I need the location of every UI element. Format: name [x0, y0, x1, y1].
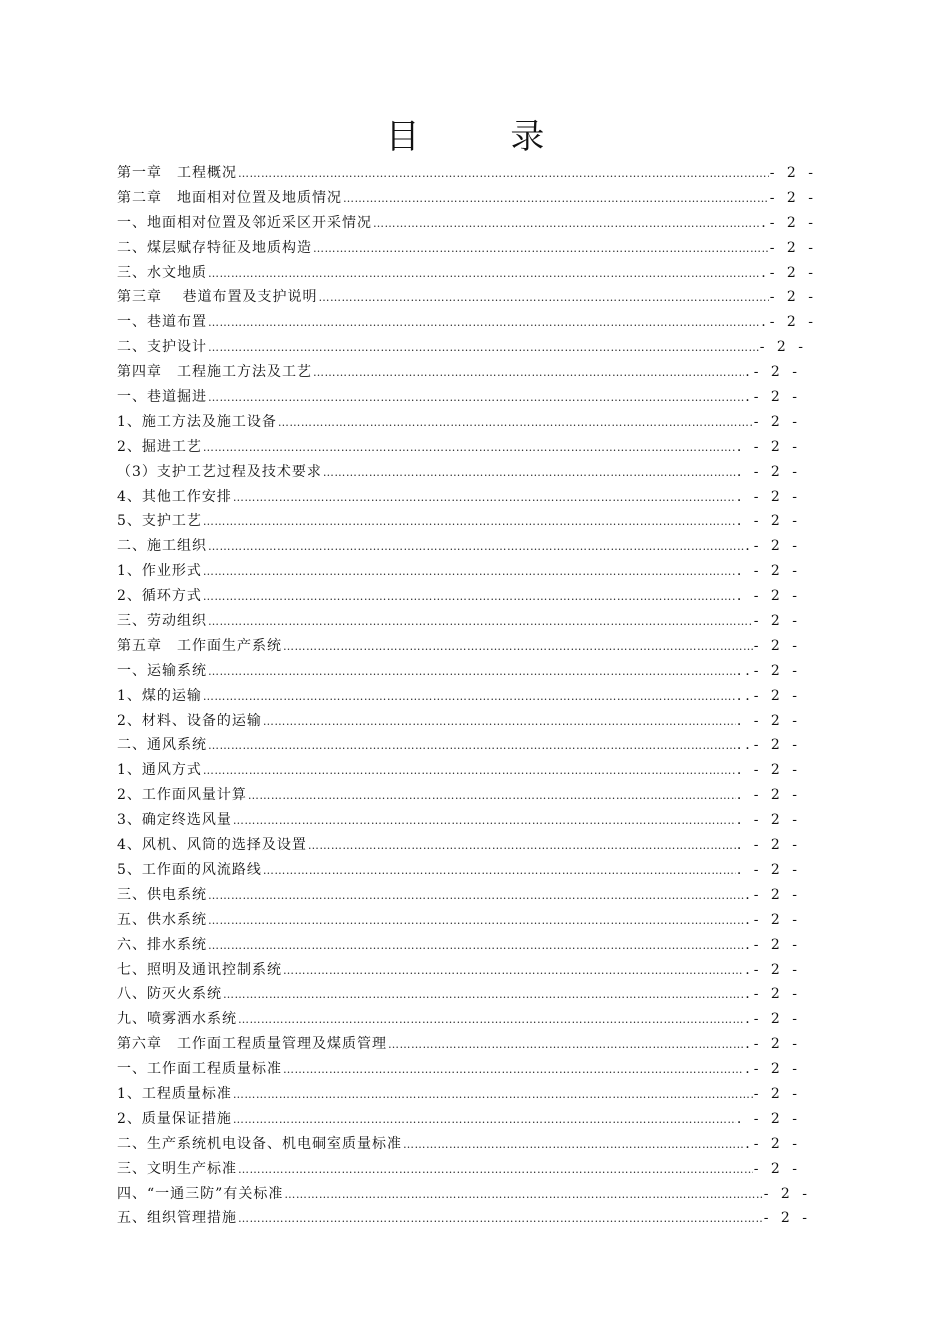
page-title: 目 录: [385, 117, 585, 157]
toc-entry-label: 一、运输系统: [117, 662, 207, 679]
toc-entry-label: 1、作业形式: [117, 563, 202, 580]
toc-page-number: .- 2 -: [745, 961, 801, 978]
toc-page-number: .- 2 -: [745, 1036, 801, 1053]
toc-entry[interactable]: [117, 460, 817, 485]
toc-entry[interactable]: [117, 709, 817, 734]
toc-entry[interactable]: [117, 310, 817, 335]
toc-entry[interactable]: [117, 385, 817, 410]
toc-entry-label: 二、生产系统机电设备、机电硐室质量标准: [117, 1135, 402, 1152]
toc-leader-dots: [238, 1207, 763, 1232]
toc-entry[interactable]: [117, 908, 817, 933]
toc-entry[interactable]: [117, 634, 817, 659]
toc-leader-dots: [238, 1158, 753, 1183]
toc-entry-label: 5、工作面的风流路线: [117, 861, 262, 878]
toc-entry[interactable]: [117, 609, 817, 634]
toc-page-number: - 2 -: [769, 165, 817, 181]
toc-leader-dots: [308, 834, 736, 859]
toc-page-number: . - 2 -: [736, 837, 801, 854]
toc-leader-dots: [203, 685, 736, 710]
toc-page-number: . - 2 -: [736, 438, 801, 455]
toc-page-number: .- 2 -: [745, 1135, 801, 1152]
toc-page-number: - 2 -: [763, 1210, 811, 1227]
toc-entry[interactable]: [117, 733, 817, 758]
toc-entry-label: 1、工程质量标准: [117, 1085, 232, 1102]
toc-entry[interactable]: [117, 584, 817, 609]
toc-entry[interactable]: [117, 360, 817, 385]
toc-page-number: - 2 -: [769, 189, 817, 206]
toc-page-number: . - 2 -: [736, 1110, 801, 1127]
toc-entry[interactable]: [117, 1107, 817, 1132]
toc-entry-label: 二、支护设计: [117, 339, 207, 356]
toc-entry-label: 第三章 巷道布置及支护说明: [117, 289, 318, 306]
toc-entry[interactable]: [117, 883, 817, 908]
toc-leader-dots: [318, 286, 768, 311]
toc-entry[interactable]: [117, 808, 817, 833]
toc-page-number: - 2 -: [769, 239, 817, 256]
toc-entry[interactable]: [117, 534, 817, 559]
toc-page-number: . - 2 -: [736, 463, 801, 480]
toc-page-number: - 2 -: [753, 413, 801, 430]
toc-entry[interactable]: [117, 1057, 817, 1082]
toc-page-number: - 2 -: [759, 339, 807, 356]
toc-entry[interactable]: [117, 1082, 817, 1107]
toc-entry-label: 4、风机、风筒的选择及设置: [117, 837, 307, 854]
toc-leader-dots: [278, 411, 753, 436]
toc-page-number: ..- 2 -: [736, 662, 801, 679]
toc-leader-dots: [208, 909, 744, 934]
toc-leader-dots: [208, 535, 744, 560]
toc-entry-label: 4、其他工作安排: [117, 488, 232, 505]
toc-entry-label: 三、文明生产标准: [117, 1160, 237, 1177]
toc-page-number: .- 2 -: [761, 214, 817, 231]
toc-leader-dots: [203, 436, 736, 461]
toc-leader-dots: [233, 809, 736, 834]
toc-entry-label: 一、地面相对位置及邻近采区开采情况: [117, 214, 372, 231]
toc-entry-label: 2、质量保证措施: [117, 1110, 232, 1127]
toc-entry-label: 5、支护工艺: [117, 513, 202, 530]
toc-entry-label: （3）支护工艺过程及技术要求: [117, 463, 322, 480]
toc-leader-dots: [283, 1058, 744, 1083]
table-of-contents: [117, 161, 817, 1231]
toc-entry[interactable]: [117, 285, 817, 310]
toc-entry-label: 五、供水系统: [117, 911, 207, 928]
toc-entry[interactable]: [117, 509, 817, 534]
toc-leader-dots: [373, 212, 760, 237]
toc-leader-dots: [208, 660, 736, 685]
toc-page-number: - 2 -: [753, 1085, 801, 1102]
toc-page-number: - 2 -: [753, 637, 801, 654]
toc-entry[interactable]: [117, 186, 817, 211]
toc-entry[interactable]: [117, 1206, 817, 1231]
toc-page-number: .- 2 -: [761, 264, 817, 281]
toc-entry[interactable]: [117, 261, 817, 286]
toc-page-number: . - 2 -: [736, 563, 801, 580]
toc-page-number: ..- 2 -: [736, 687, 801, 704]
toc-page-number: .- 2 -: [745, 389, 801, 406]
toc-entry-label: 第五章 工作面生产系统: [117, 637, 282, 654]
toc-leader-dots: [208, 311, 760, 336]
toc-page-number: .- 2 -: [745, 986, 801, 1003]
toc-entry-label: 2、循环方式: [117, 588, 202, 605]
toc-leader-dots: [238, 162, 769, 187]
toc-entry[interactable]: [117, 335, 817, 360]
toc-leader-dots: [203, 510, 736, 535]
toc-entry-label: 一、巷道掘进: [117, 389, 207, 406]
toc-leader-dots: [313, 237, 769, 262]
toc-entry-label: 2、掘进工艺: [117, 438, 202, 455]
toc-entry-label: 二、煤层赋存特征及地质构造: [117, 239, 312, 256]
toc-entry-label: 2、工作面风量计算: [117, 787, 247, 804]
toc-entry[interactable]: [117, 833, 817, 858]
toc-entry[interactable]: [117, 933, 817, 958]
toc-leader-dots: [343, 187, 769, 212]
toc-entry-label: 第二章 地面相对位置及地质情况: [117, 189, 342, 206]
toc-entry-label: 2、材料、设备的运输: [117, 712, 262, 729]
toc-leader-dots: [208, 610, 753, 635]
toc-entry-label: 第一章 工程概况: [117, 165, 237, 181]
toc-page-number: . - 2 -: [736, 513, 801, 530]
toc-leader-dots: [203, 759, 736, 784]
toc-page-number: .- 2 -: [745, 886, 801, 903]
toc-leader-dots: [263, 859, 736, 884]
toc-page-number: . - 2 -: [736, 488, 801, 505]
toc-entry-label: 1、煤的运输: [117, 687, 202, 704]
toc-leader-dots: [263, 710, 736, 735]
toc-leader-dots: [403, 1133, 744, 1158]
toc-leader-dots: [233, 1083, 753, 1108]
toc-page-number: - 2 -: [763, 1185, 811, 1202]
toc-page-number: ..- 2 -: [736, 737, 801, 754]
toc-page-number: .- 2 -: [745, 1011, 801, 1028]
toc-entry[interactable]: [117, 161, 817, 186]
toc-entry-label: 3、确定终选风量: [117, 812, 232, 829]
toc-entry-label: 1、通风方式: [117, 762, 202, 779]
toc-entry[interactable]: [117, 410, 817, 435]
toc-leader-dots: [208, 884, 744, 909]
toc-entry-label: 三、供电系统: [117, 886, 207, 903]
toc-entry-label: 八、防灭火系统: [117, 986, 222, 1003]
toc-entry-label: 九、喷雾洒水系统: [117, 1011, 237, 1028]
toc-leader-dots: [208, 262, 760, 287]
toc-page-number: .- 2 -: [745, 1061, 801, 1078]
toc-entry[interactable]: [117, 783, 817, 808]
toc-entry-label: 五、组织管理措施: [117, 1210, 237, 1227]
toc-entry[interactable]: [117, 236, 817, 261]
toc-leader-dots: [388, 1033, 744, 1058]
toc-entry[interactable]: [117, 1007, 817, 1032]
toc-page-number: . - 2 -: [736, 787, 801, 804]
toc-leader-dots: [313, 361, 744, 386]
toc-leader-dots: [248, 784, 736, 809]
toc-page-number: . - 2 -: [736, 812, 801, 829]
toc-page-number: - 2 -: [769, 289, 817, 306]
toc-leader-dots: [323, 461, 736, 486]
toc-page-number: .- 2 -: [745, 538, 801, 555]
toc-leader-dots: [208, 734, 736, 759]
toc-entry[interactable]: [117, 1132, 817, 1157]
toc-entry[interactable]: [117, 659, 817, 684]
toc-entry-label: 第四章 工程施工方法及工艺: [117, 364, 312, 381]
toc-leader-dots: [238, 1008, 744, 1033]
toc-leader-dots: [284, 1183, 762, 1208]
toc-entry-label: 六、排水系统: [117, 936, 207, 953]
toc-entry[interactable]: [117, 1032, 817, 1057]
toc-page-number: . - 2 -: [736, 588, 801, 605]
toc-page-number: .- 2 -: [745, 911, 801, 928]
toc-leader-dots: [208, 934, 744, 959]
toc-entry-label: 第六章 工作面工程质量管理及煤质管理: [117, 1036, 387, 1053]
toc-page-number: . - 2 -: [736, 762, 801, 779]
toc-entry-label: 四、“一通三防”有关标准: [117, 1185, 284, 1202]
toc-leader-dots: [223, 983, 744, 1008]
toc-entry-label: 1、施工方法及施工设备: [117, 413, 277, 430]
toc-page-number: . - 2 -: [736, 712, 801, 729]
toc-page-number: .- 2 -: [745, 936, 801, 953]
toc-page-number: - 2 -: [753, 1160, 801, 1177]
toc-leader-dots: [203, 585, 736, 610]
toc-entry-label: 三、水文地质: [117, 264, 207, 281]
toc-entry[interactable]: [117, 982, 817, 1007]
toc-entry-label: 七、照明及通讯控制系统: [117, 961, 282, 978]
toc-leader-dots: [208, 336, 759, 361]
toc-page-number: .- 2 -: [745, 364, 801, 381]
toc-entry[interactable]: [117, 1182, 817, 1207]
toc-page-number: .- 2 -: [761, 314, 817, 331]
toc-entry-label: 二、通风系统: [117, 737, 207, 754]
toc-entry[interactable]: [117, 858, 817, 883]
toc-entry[interactable]: [117, 958, 817, 983]
toc-entry[interactable]: [117, 758, 817, 783]
toc-entry[interactable]: [117, 435, 817, 460]
toc-leader-dots: [283, 959, 744, 984]
toc-entry-label: 一、工作面工程质量标准: [117, 1061, 282, 1078]
toc-entry-label: 二、施工组织: [117, 538, 207, 555]
toc-leader-dots: [233, 486, 736, 511]
toc-leader-dots: [208, 386, 744, 411]
toc-entry-label: 一、巷道布置: [117, 314, 207, 331]
toc-leader-dots: [233, 1108, 736, 1133]
toc-leader-dots: [203, 560, 736, 585]
toc-entry[interactable]: [117, 684, 817, 709]
toc-entry[interactable]: [117, 211, 817, 236]
toc-page-number: - 2 -: [753, 613, 801, 630]
toc-entry-label: 三、劳动组织: [117, 613, 207, 630]
toc-leader-dots: [283, 635, 753, 660]
toc-entry[interactable]: [117, 485, 817, 510]
toc-entry[interactable]: [117, 559, 817, 584]
toc-page-number: . - 2 -: [736, 861, 801, 878]
toc-entry[interactable]: [117, 1157, 817, 1182]
